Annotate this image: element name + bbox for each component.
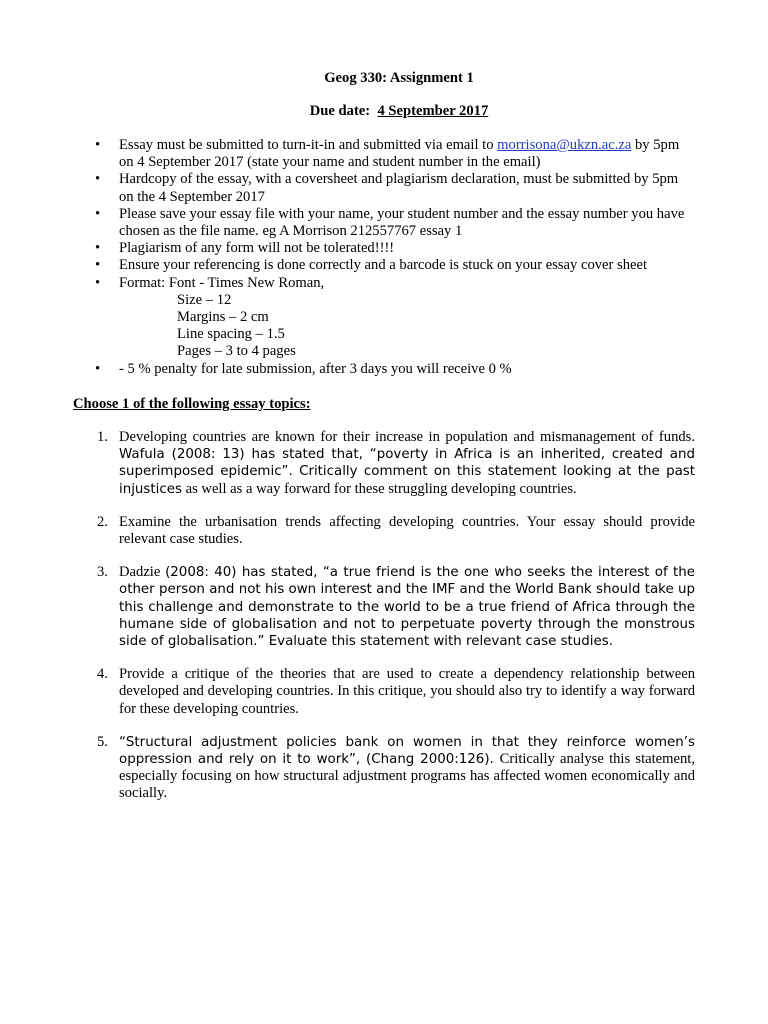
topic-text: Critically analyse this statement, especially focusing on how structural adjustment programs has affected women economically and socially.	[119, 751, 695, 802]
essay-topic-1	[73, 429, 695, 498]
topic-number: 2.	[97, 513, 108, 530]
topic-text: Provide a critique of the theories that are used to create a dependency relationship between developed and developing countries. In this critique, you should also try to identify a way forward for these developing countries.	[119, 666, 695, 717]
topic-text: as well as a way forward for these struggling developing countries.	[181, 480, 577, 497]
topic-number: 4.	[97, 666, 108, 683]
due-date-value: 4 September 2017	[377, 103, 489, 119]
page-title: Geog 330: Assignment 1	[324, 70, 474, 86]
due-date-line	[0, 103, 768, 120]
instruction-text: by 5pm on 4 September 2017 (state your name and student number in the email)	[119, 137, 680, 171]
due-date-label: Due date:	[309, 103, 371, 119]
instruction-item-format	[73, 275, 693, 361]
instruction-text: Essay must be submitted to turn-it-in and submitted via email to	[119, 137, 498, 153]
topic-quote: Wafula (2008: 13) has stated that, “poverty in Africa is an inherited, created and superimposed epidemic”. Critically comment on this statement looking at the past injustices	[119, 447, 695, 497]
format-label: • Format: Font - Times New Roman,	[119, 274, 325, 291]
instruction-item-hardcopy: • Hardcopy of the essay, with a coversheet and plagiarism declaration, must be submitted by 5pm on the 4 September 2017	[73, 171, 693, 205]
email-link[interactable]: morrisona@ukzn.ac.za	[497, 137, 632, 153]
topic-quote: “Structural adjustment policies bank on women in that they reinforce women’s oppression and rely on it to work”, (Chang 2000:126).	[119, 734, 695, 768]
instruction-item-plagiarism: • Plagiarism of any form will not be tolerated!!!!	[73, 240, 693, 257]
instruction-item-penalty: • - 5 % penalty for late submission, after 3 days you will receive 0 %	[73, 361, 693, 378]
essay-topics-list	[73, 429, 695, 819]
topic-number: 1.	[97, 429, 108, 445]
topic-text: Developing countries are known for their increase in population and mismanagement of funds.	[119, 429, 695, 445]
essay-topic-2	[73, 514, 695, 548]
essay-topic-4	[73, 666, 695, 718]
instruction-item-filename: • Please save your essay file with your name, your student number and the essay number you have chosen as the file name. eg A Morrison 212557767 essay 1	[73, 206, 693, 240]
format-line-spacing: Line spacing – 1.5	[177, 326, 285, 343]
topic-text: Examine the urbanisation trends affecting developing countries. Your essay should provide relevant case studies.	[119, 513, 695, 548]
instruction-item-submission	[73, 137, 693, 171]
format-pages: Pages – 3 to 4 pages	[177, 343, 296, 360]
topic-text: Dadzie	[119, 564, 166, 581]
topic-quote: (2008: 40) has stated, “a true friend is the one who seeks the interest of the other person and not his own interest and the IMF and the World Bank should take up this challenge and demonstrate to the world to be a true friend of Africa through the humane side of globalisation and not to perpetuate poverty through the monstrous side of globalisation.” Evaluate this statement with relevant case studies.	[119, 565, 695, 650]
format-size: Size – 12	[177, 291, 232, 308]
topic-number: 5.	[97, 733, 108, 750]
topics-heading: Choose 1 of the following essay topics:	[73, 396, 311, 412]
instruction-item-referencing: • Ensure your referencing is done correctly and a barcode is stuck on your essay cover sheet	[73, 257, 693, 274]
essay-topic-3	[73, 564, 695, 650]
format-margins: Margins – 2 cm	[177, 309, 269, 326]
instructions-list	[73, 137, 693, 378]
essay-topic-5	[73, 734, 695, 803]
topic-number: 3.	[97, 564, 108, 581]
